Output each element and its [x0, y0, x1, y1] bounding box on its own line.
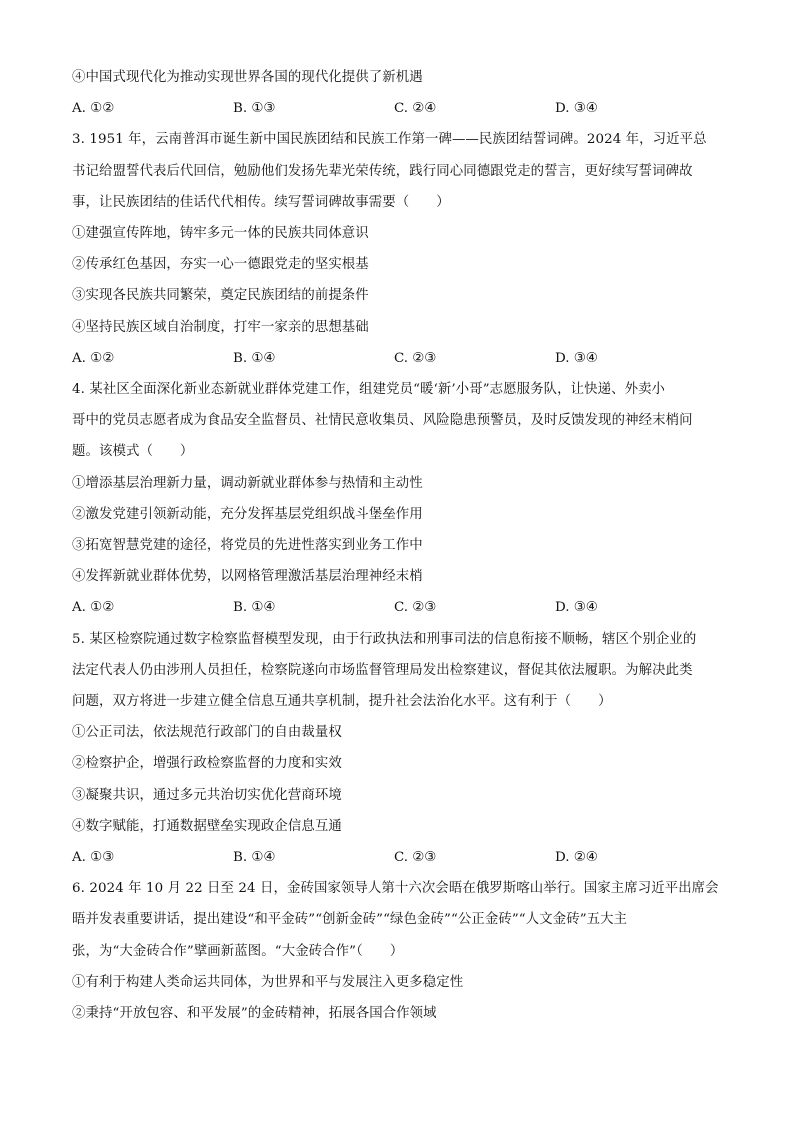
q3-stem-line-2: 书记给盟誓代表后代回信，勉励他们发扬先辈光荣传统，践行同心同德跟党走的誓言，更好续写誓词碑故	[72, 163, 693, 179]
question-5	[72, 624, 724, 874]
q3-option-b: B. ①④	[233, 350, 276, 366]
q6-stem-line-1: 6. 2024 年 10 月 22 日至 24 日，金砖国家领导人第十六次会晤在俄罗斯喀山举行。国家主席习近平出席会	[72, 881, 719, 897]
question-4	[72, 374, 724, 624]
q5-option-d: D. ②④	[555, 850, 598, 866]
q4-item-4: ④发挥新就业群体优势，以网格管理激活基层治理神经末梢	[72, 569, 423, 585]
q5-options	[72, 842, 724, 873]
q3-item-3: ③实现各民族共同繁荣，奠定民族团结的前提条件	[72, 288, 369, 304]
q4-option-c: C. ②③	[394, 600, 437, 616]
q4-options	[72, 592, 724, 623]
q2-item-4: ④中国式现代化为推动实现世界各国的现代化提供了新机遇	[72, 70, 423, 85]
q4-stem-line-3: 题。该模式（ ）	[72, 444, 194, 460]
q6-item-2: ②秉持“开放包容、和平发展”的金砖精神，拓展各国合作领域	[72, 1006, 437, 1022]
q2-option-b: B. ①③	[233, 101, 276, 117]
q3-item-4: ④坚持民族区域自治制度，打牢一家亲的思想基础	[72, 319, 369, 335]
q6-stem-line-2: 晤并发表重要讲话，提出建设“和平金砖”“创新金砖”“绿色金砖”“公正金砖”“人文金砖”五大主	[72, 912, 628, 928]
q5-stem-line-1: 5. 某区检察院通过数字检察监督模型发现，由于行政执法和刑事司法的信息衔接不顺畅，辖区个别企业的	[72, 631, 697, 647]
q3-stem-line-1: 3. 1951 年，云南普洱市诞生新中国民族团结和民族工作第一碑——民族团结誓词碑。2024 年，习近平总	[72, 132, 707, 148]
q5-item-4: ④数字赋能，打通数据壁垒实现政企信息互通	[72, 818, 342, 834]
question-3	[72, 124, 724, 374]
q5-option-b: B. ①④	[233, 850, 276, 866]
q4-option-a: A. ①②	[72, 600, 115, 616]
q5-stem-line-2: 法定代表人仍由涉刑人员担任，检察院遂向市场监督管理局发出检察建议，督促其依法履职。为解决此类	[72, 662, 693, 678]
question-2-tail	[72, 62, 724, 124]
q6-item-1: ①有利于构建人类命运共同体，为世界和平与发展注入更多稳定性	[72, 974, 464, 990]
q4-item-1: ①增添基层治理新力量，调动新就业群体参与热情和主动性	[72, 475, 423, 491]
q3-option-a: A. ①②	[72, 350, 115, 366]
q4-item-2: ②激发党建引领新动能，充分发挥基层党组织战斗堡垒作用	[72, 506, 423, 522]
q4-item-3: ③拓宽智慧党建的途径，将党员的先进性落实到业务工作中	[72, 538, 423, 554]
q3-item-1: ①建强宣传阵地，铸牢多元一体的民族共同体意识	[72, 226, 369, 242]
q4-option-d: D. ③④	[555, 600, 598, 616]
q6-stem-line-3: 张，为“大金砖合作”擘画新蓝图。“大金砖合作”（ ）	[72, 943, 404, 959]
q2-option-a: A. ①②	[72, 101, 115, 117]
q3-item-2: ②传承红色基因，夯实一心一德跟党走的坚实根基	[72, 257, 369, 273]
q2-option-d: D. ③④	[555, 101, 598, 117]
q5-option-a: A. ①③	[72, 850, 115, 866]
q5-item-1: ①公正司法，依法规范行政部门的自由裁量权	[72, 725, 342, 741]
q4-option-b: B. ①④	[233, 600, 276, 616]
q5-option-c: C. ②③	[394, 850, 437, 866]
q4-stem-line-1: 4. 某社区全面深化新业态新就业群体党建工作，组建党员“暖‘新’小哥”志愿服务队，让快递、外卖小	[72, 382, 666, 398]
question-6	[72, 873, 724, 1029]
q5-stem-line-3: 问题，双方将进一步建立健全信息互通共享机制，提升社会法治化水平。这有利于（ ）	[72, 694, 612, 710]
q5-item-2: ②检察护企，增强行政检察监督的力度和实效	[72, 756, 342, 772]
q3-stem-line-3: 事，让民族团结的佳话代代相传。续写誓词碑故事需要（ ）	[72, 194, 450, 210]
q2-option-c: C. ②④	[394, 101, 437, 117]
q3-option-c: C. ②③	[394, 350, 437, 366]
q2-options	[72, 93, 724, 124]
q5-item-3: ③凝聚共识，通过多元共治切实优化营商环境	[72, 787, 342, 803]
q3-option-d: D. ③④	[555, 350, 598, 366]
q4-stem-line-2: 哥中的党员志愿者成为食品安全监督员、社情民意收集员、风险隐患预警员，及时反馈发现的神经末梢问	[72, 413, 693, 429]
q3-options	[72, 343, 724, 374]
